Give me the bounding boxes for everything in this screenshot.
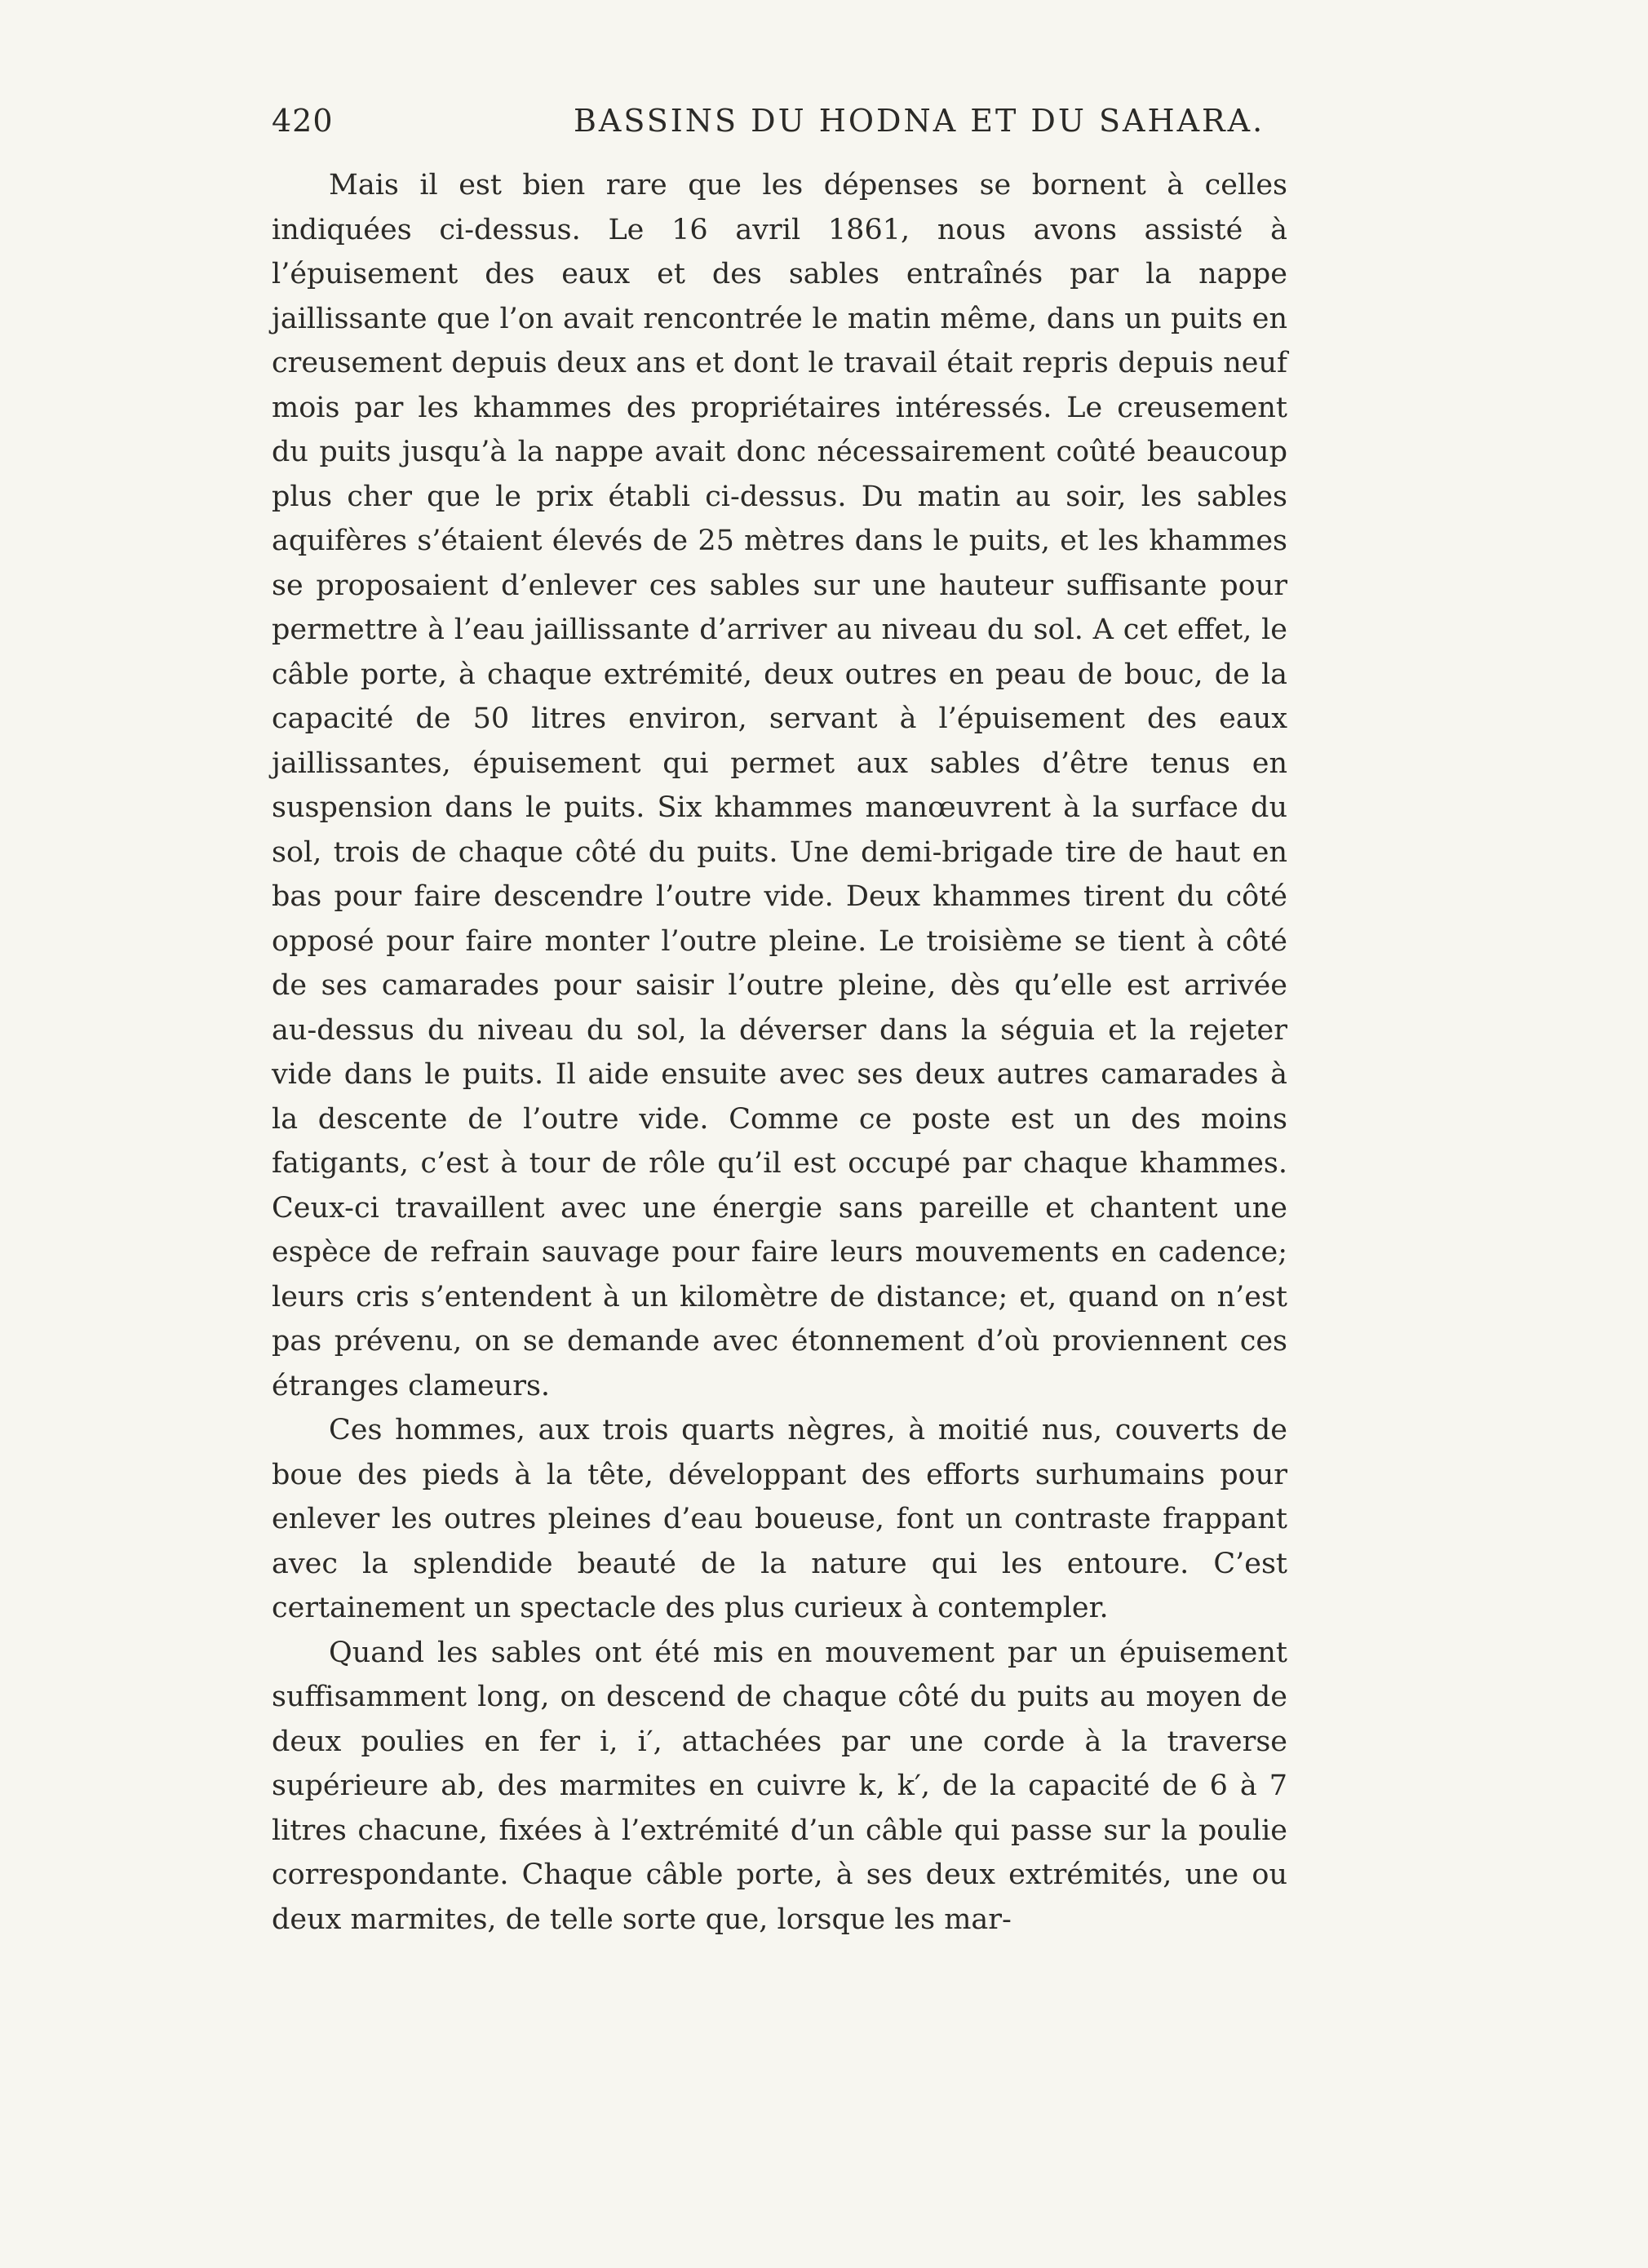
running-title: BASSINS DU HODNA ET DU SAHARA. — [574, 103, 1265, 139]
paragraph-3: Quand les sables ont été mis en mouvement par un épuisement suffisamment long, on descend de chaque côté du puits au moyen de deux poulies en fer i, i′, attachées par une corde à la traverse supérieure ab, des marmites en cuivre k, k′, de la capacité de 6 à 7 litres chacune, fixées à l’extrémité d’un câble qui passe sur la poulie correspondante. Chaque câble porte, à ses deux extrémités, une ou deux marmites, de telle sorte que, lorsque les mar- — [272, 1636, 1287, 1936]
paragraph-1: Mais il est bien rare que les dépenses se bornent à celles indiquées ci-dessus. Le 16 avril 1861, nous avons assisté à l’épuisement des eaux et des sables entraînés par la nappe jaillissante que l’on avait rencontrée le matin même, dans un puits en creusement depuis deux ans et dont le travail était repris depuis neuf mois par les khammes des propriétaires intéressés. Le creusement du puits jusqu’à la nappe avait donc nécessairement coûté beaucoup plus cher que le prix établi ci-dessus. Du matin au soir, les sables aquifères s’étaient élevés de 25 mètres dans le puits, et les khammes se proposaient d’enlever ces sables sur une hauteur suffisante pour permettre à l’eau jaillissante d’arriver au niveau du sol. A cet effet, le câble porte, à chaque extrémité, deux outres en peau de bouc, de la capacité de 50 litres environ, servant à l’épuisement des eaux jaillissantes, épuisement qui permet aux sables d’être tenus en suspension dans le puits. Six khammes manœuvrent à la surface du sol, trois de chaque côté du puits. Une demi-brigade tire de haut en bas pour faire descendre l’outre vide. Deux khammes tirent du côté opposé pour faire monter l’outre pleine. Le troisième se tient à côté de ses camarades pour saisir l’outre pleine, dès qu’elle est arrivée au-dessus du niveau du sol, la déverser dans la séguia et la rejeter vide dans le puits. Il aide ensuite avec ses deux autres camarades à la descente de l’outre vide. Comme ce poste est un des moins fatigants, c’est à tour de rôle qu’il est occupé par chaque khammes. Ceux-ci travaillent avec une énergie sans pareille et chantent une espèce de refrain sauvage pour faire leurs mouvements en cadence; leurs cris s’entendent à un kilomètre de distance; et, quand on n’est pas prévenu, on se demande avec étonnement d’où proviennent ces étranges clameurs. — [272, 169, 1287, 1402]
body-text — [272, 163, 1287, 1942]
page-header — [272, 96, 1287, 145]
page-number: 420 — [272, 103, 334, 139]
paragraph-2: Ces hommes, aux trois quarts nègres, à moitié nus, couverts de boue des pieds à la tête, développant des efforts surhumains pour enlever les outres pleines d’eau boueuse, font un contraste frappant avec la splendide beauté de la nature qui les entoure. C’est certainement un spectacle des plus curieux à contempler. — [272, 1414, 1287, 1624]
